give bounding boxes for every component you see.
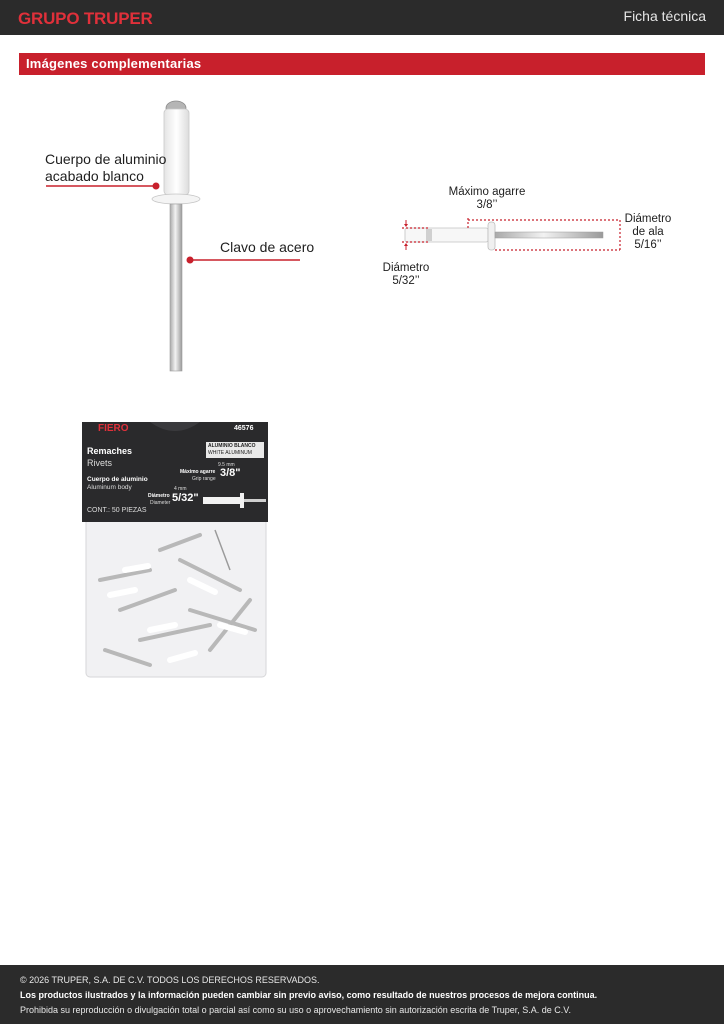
brand-logo: GRUPO TRUPER bbox=[18, 9, 153, 28]
package-grip-mm: 9.5 mm bbox=[218, 462, 235, 468]
flange-dimension bbox=[620, 213, 676, 252]
package-figure bbox=[80, 420, 270, 682]
section-header bbox=[19, 53, 705, 75]
flange-label-line1: Diámetro bbox=[624, 213, 672, 225]
diameter-value: 5/32’’ bbox=[392, 275, 420, 287]
package-brand: FIERO bbox=[98, 423, 129, 434]
document-type: Ficha técnica bbox=[623, 8, 706, 24]
package-content: CONT.: 50 PIEZAS bbox=[87, 507, 147, 514]
nail-callout: Clavo de acero bbox=[220, 239, 315, 255]
grip-label: Máximo agarre bbox=[448, 186, 526, 198]
top-bar bbox=[0, 0, 724, 35]
package-diam-en: Diameter bbox=[150, 500, 171, 506]
body-label-line1: Cuerpo de aluminio bbox=[45, 151, 167, 167]
dimension-figure bbox=[380, 180, 680, 295]
package-code: 46576 bbox=[234, 425, 254, 432]
package-grip-es: Máximo agarre bbox=[180, 469, 216, 475]
rivet-figure bbox=[40, 95, 320, 380]
badge-line1: ALUMINIO BLANCO bbox=[208, 443, 256, 449]
flange-label-line2: de ala bbox=[632, 226, 664, 238]
flange-value: 5/16’’ bbox=[634, 239, 662, 251]
package-diam-value: 5/32" bbox=[172, 492, 199, 504]
diameter-label: Diámetro bbox=[382, 262, 430, 274]
footer-copyright: © 2026 TRUPER, S.A. DE C.V. TODOS LOS DERECHOS RESERVADOS. bbox=[20, 975, 320, 985]
section-title: Imágenes complementarias bbox=[26, 56, 202, 71]
package-badge bbox=[208, 443, 264, 456]
package-diam-es: Diámetro bbox=[148, 493, 170, 499]
package-name-es: Remaches bbox=[87, 446, 133, 456]
package-diam-mm: 4 mm bbox=[174, 486, 187, 492]
body-callout bbox=[45, 151, 166, 185]
package-body-en: Aluminum body bbox=[87, 484, 132, 491]
badge-line2: WHITE ALUMINUM bbox=[208, 449, 252, 456]
grip-value: 3/8’’ bbox=[476, 199, 498, 211]
package-name-en: Rivets bbox=[87, 458, 113, 468]
body-label-line2: acabado blanco bbox=[45, 168, 144, 184]
footer-notice: Los productos ilustrados y la información pueden cambiar sin previo aviso, como resultado de nuestros procesos de mejora continua. bbox=[20, 990, 598, 1000]
footer bbox=[0, 965, 724, 1024]
package-grip-en: Grip range bbox=[192, 476, 216, 482]
package-grip-value: 3/8" bbox=[220, 467, 241, 479]
footer-prohibition: Prohibida su reproducción o divulgación total o parcial así como su uso o aprovechamiento sin autorización escrita de Truper, S.A. de C.V. bbox=[20, 1005, 571, 1015]
diameter-dimension bbox=[380, 262, 432, 288]
rivet-illustration bbox=[40, 95, 320, 380]
grip-dimension bbox=[442, 186, 532, 212]
package-body-es: Cuerpo de aluminio bbox=[87, 476, 148, 483]
